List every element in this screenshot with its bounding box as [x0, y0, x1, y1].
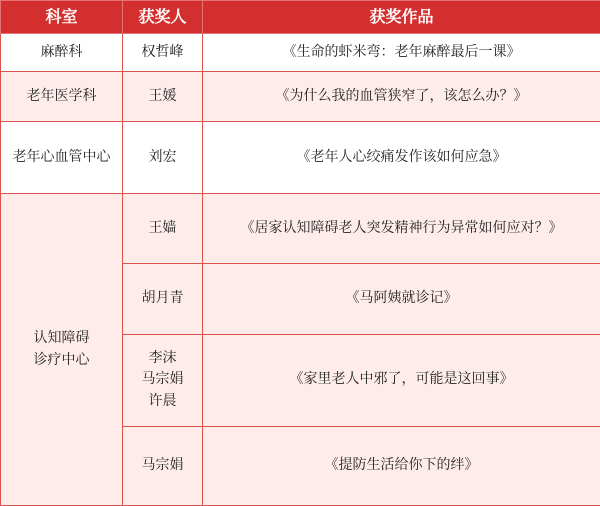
table-row: [1, 194, 600, 264]
work-cell: 《马阿姨就诊记》: [203, 264, 600, 334]
header-winner: 获奖人: [123, 1, 203, 34]
header-work: 获奖作品: [203, 1, 600, 34]
department-cell: 老年医学科: [1, 72, 123, 122]
winner-cell: 李沫 马宗娟 许晨: [123, 334, 203, 426]
winner-cell: 权哲峰: [123, 34, 203, 72]
winner-cell: 胡月青: [123, 264, 203, 334]
table-row: [1, 34, 600, 72]
work-cell: 《居家认知障碍老人突发精神行为异常如何应对？》: [203, 194, 600, 264]
department-cell: 老年心血管中心: [1, 122, 123, 194]
department-cell: 认知障碍 诊疗中心: [1, 194, 123, 506]
table-row: [1, 72, 600, 122]
winner-cell: 刘宏: [123, 122, 203, 194]
work-cell: 《提防生活给你下的绊》: [203, 426, 600, 505]
work-cell: 《老年人心绞痛发作该如何应急》: [203, 122, 600, 194]
table-row: [1, 122, 600, 194]
header-department: 科室: [1, 1, 123, 34]
department-cell: 麻醉科: [1, 34, 123, 72]
table-header-row: [1, 1, 600, 34]
work-cell: 《生命的虾米弯：老年麻醉最后一课》: [203, 34, 600, 72]
winner-cell: 马宗娟: [123, 426, 203, 505]
winner-cell: 王媛: [123, 72, 203, 122]
work-cell: 《为什么我的血管狭窄了，该怎么办？》: [203, 72, 600, 122]
work-cell: 《家里老人中邪了，可能是这回事》: [203, 334, 600, 426]
winner-cell: 王嫱: [123, 194, 203, 264]
